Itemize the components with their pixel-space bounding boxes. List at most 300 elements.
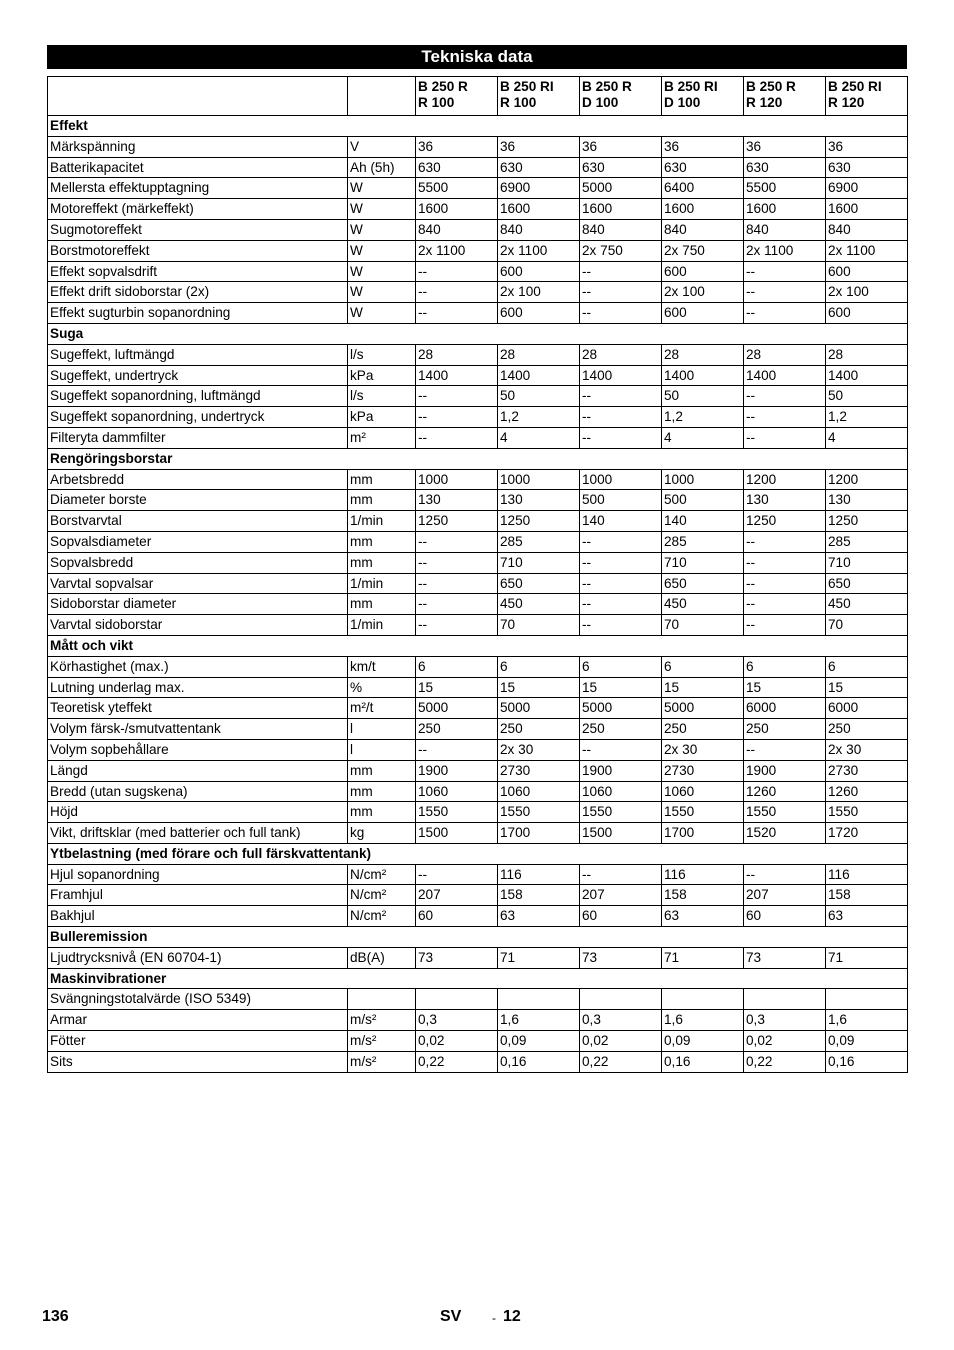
row-value: 116 (498, 864, 580, 885)
row-value: 1600 (416, 199, 498, 220)
row-value: 0,3 (580, 1010, 662, 1031)
row-value (416, 989, 498, 1010)
row-value: 5000 (580, 178, 662, 199)
row-value: 116 (826, 864, 908, 885)
table-row (48, 344, 908, 365)
table-row (48, 386, 908, 407)
section-row (48, 323, 908, 344)
row-value: 1,2 (662, 407, 744, 428)
row-value: 0,02 (416, 1031, 498, 1052)
row-label: Framhjul (48, 885, 348, 906)
page-number: 136 (42, 1308, 69, 1325)
model-name-line: R 120 (828, 95, 865, 110)
row-value: 1550 (744, 802, 826, 823)
table-row (48, 823, 908, 844)
row-value: -- (416, 552, 498, 573)
section-row (48, 927, 908, 948)
row-value: 1250 (744, 511, 826, 532)
row-value: 1600 (662, 199, 744, 220)
table-row (48, 698, 908, 719)
row-unit: 1/min (348, 511, 416, 532)
section-row (48, 116, 908, 137)
row-value: -- (416, 615, 498, 636)
row-value: 600 (662, 261, 744, 282)
row-value: 630 (498, 157, 580, 178)
row-unit: W (348, 199, 416, 220)
row-value: 285 (662, 531, 744, 552)
section-title: Rengöringsborstar (48, 448, 908, 469)
table-row (48, 1051, 908, 1072)
row-value: 0,16 (826, 1051, 908, 1072)
header-blank-unit (348, 77, 416, 116)
row-value: -- (744, 864, 826, 885)
row-unit: Ah (5h) (348, 157, 416, 178)
row-value: -- (580, 594, 662, 615)
row-value: 250 (580, 719, 662, 740)
row-value: 1000 (416, 469, 498, 490)
sub-page-number: 12 (503, 1308, 521, 1325)
row-unit: N/cm² (348, 864, 416, 885)
row-value: -- (416, 386, 498, 407)
row-value: 158 (498, 885, 580, 906)
row-value: 630 (826, 157, 908, 178)
row-value: 1600 (498, 199, 580, 220)
row-unit: mm (348, 760, 416, 781)
row-value: 450 (662, 594, 744, 615)
row-value: 207 (580, 885, 662, 906)
table-row (48, 864, 908, 885)
table-row (48, 802, 908, 823)
row-value: 60 (416, 906, 498, 927)
row-label: Svängningstotalvärde (ISO 5349) (48, 989, 348, 1010)
row-label: Mellersta effektupptagning (48, 178, 348, 199)
row-unit: W (348, 303, 416, 324)
row-value: 6 (826, 656, 908, 677)
row-unit: mm (348, 802, 416, 823)
row-label: Körhastighet (max.) (48, 656, 348, 677)
row-value: 70 (662, 615, 744, 636)
row-value: 6900 (498, 178, 580, 199)
table-row (48, 469, 908, 490)
row-label: Lutning underlag max. (48, 677, 348, 698)
row-unit: mm (348, 781, 416, 802)
row-value: 5000 (416, 698, 498, 719)
row-unit: W (348, 178, 416, 199)
row-value: 1250 (826, 511, 908, 532)
row-label: Höjd (48, 802, 348, 823)
section-row (48, 843, 908, 864)
row-unit: kg (348, 823, 416, 844)
row-label: Batterikapacitet (48, 157, 348, 178)
row-value: 250 (416, 719, 498, 740)
row-value: 63 (498, 906, 580, 927)
model-name-line: R 100 (500, 95, 537, 110)
row-value: -- (744, 531, 826, 552)
row-value: 1550 (580, 802, 662, 823)
table-row (48, 947, 908, 968)
row-label: Borstmotoreffekt (48, 240, 348, 261)
row-value: 60 (580, 906, 662, 927)
row-label: Effekt sopvalsdrift (48, 261, 348, 282)
row-value: -- (416, 531, 498, 552)
row-value: 15 (744, 677, 826, 698)
table-row (48, 719, 908, 740)
section-row (48, 448, 908, 469)
row-value: 15 (826, 677, 908, 698)
section-title: Maskinvibrationer (48, 968, 908, 989)
section-row (48, 635, 908, 656)
row-value: 710 (498, 552, 580, 573)
row-value: 1,6 (498, 1010, 580, 1031)
model-header (662, 77, 744, 116)
row-value: 710 (826, 552, 908, 573)
model-name-line: D 100 (582, 95, 619, 110)
row-value: 15 (498, 677, 580, 698)
row-value: 250 (826, 719, 908, 740)
row-value: 650 (498, 573, 580, 594)
row-value: 2x 1100 (416, 240, 498, 261)
row-value: 840 (498, 219, 580, 240)
row-value: 0,09 (662, 1031, 744, 1052)
row-value: 1060 (416, 781, 498, 802)
table-row (48, 677, 908, 698)
row-value: 1060 (580, 781, 662, 802)
row-unit: l (348, 719, 416, 740)
row-value: 1600 (826, 199, 908, 220)
row-value: 650 (826, 573, 908, 594)
row-label: Märkspänning (48, 136, 348, 157)
model-header (416, 77, 498, 116)
table-row (48, 989, 908, 1010)
row-value: 1260 (826, 781, 908, 802)
row-value: 15 (580, 677, 662, 698)
row-label: Sugeffekt sopanordning, luftmängd (48, 386, 348, 407)
row-value: -- (580, 407, 662, 428)
row-unit: W (348, 240, 416, 261)
row-value: -- (744, 282, 826, 303)
model-name-line: B 250 RI (500, 79, 554, 94)
row-value: -- (580, 739, 662, 760)
row-value: 5500 (416, 178, 498, 199)
row-label: Längd (48, 760, 348, 781)
row-value: 6900 (826, 178, 908, 199)
row-value: 36 (744, 136, 826, 157)
row-value: 600 (826, 303, 908, 324)
row-label: Fötter (48, 1031, 348, 1052)
row-value: -- (416, 282, 498, 303)
row-value: 1500 (580, 823, 662, 844)
row-value: -- (744, 407, 826, 428)
language-code: SV (440, 1308, 462, 1325)
table-row (48, 1010, 908, 1031)
row-value: -- (416, 303, 498, 324)
row-value: 250 (744, 719, 826, 740)
row-value: 4 (662, 427, 744, 448)
table-row (48, 906, 908, 927)
row-value: -- (416, 594, 498, 615)
row-value: 840 (580, 219, 662, 240)
row-value: -- (416, 427, 498, 448)
row-label: Sugeffekt, undertryck (48, 365, 348, 386)
row-value: 630 (662, 157, 744, 178)
row-value: 630 (744, 157, 826, 178)
row-value: 36 (580, 136, 662, 157)
row-unit: N/cm² (348, 885, 416, 906)
table-row (48, 282, 908, 303)
row-value: 630 (580, 157, 662, 178)
row-value: 1520 (744, 823, 826, 844)
row-label: Motoreffekt (märkeffekt) (48, 199, 348, 220)
row-value: 2x 100 (826, 282, 908, 303)
row-label: Bakhjul (48, 906, 348, 927)
row-value (498, 989, 580, 1010)
row-value: -- (416, 573, 498, 594)
row-value: 2x 1100 (826, 240, 908, 261)
row-value: 600 (498, 261, 580, 282)
table-row (48, 178, 908, 199)
model-header (580, 77, 662, 116)
row-value: 6400 (662, 178, 744, 199)
row-value: 50 (826, 386, 908, 407)
row-unit: m²/t (348, 698, 416, 719)
row-unit: mm (348, 490, 416, 511)
row-value: 2x 30 (498, 739, 580, 760)
row-value: 0,22 (416, 1051, 498, 1072)
row-value: 5000 (580, 698, 662, 719)
model-header (826, 77, 908, 116)
row-value: -- (580, 552, 662, 573)
section-row (48, 968, 908, 989)
row-value: 2730 (498, 760, 580, 781)
row-value: 73 (744, 947, 826, 968)
row-value: 1250 (498, 511, 580, 532)
model-header (498, 77, 580, 116)
row-unit: W (348, 282, 416, 303)
row-label: Teoretisk yteffekt (48, 698, 348, 719)
row-value: 2x 100 (662, 282, 744, 303)
row-label: Varvtal sidoborstar (48, 615, 348, 636)
row-value: 70 (498, 615, 580, 636)
row-value: 71 (662, 947, 744, 968)
row-value: 450 (826, 594, 908, 615)
row-unit: km/t (348, 656, 416, 677)
table-row (48, 573, 908, 594)
row-value: 600 (826, 261, 908, 282)
row-value: -- (580, 573, 662, 594)
model-name-line: R 100 (418, 95, 455, 110)
row-value: -- (744, 594, 826, 615)
row-value: 630 (416, 157, 498, 178)
row-value: 130 (744, 490, 826, 511)
row-value: 50 (498, 386, 580, 407)
row-label: Borstvarvtal (48, 511, 348, 532)
row-value: 1200 (826, 469, 908, 490)
row-unit: 1/min (348, 615, 416, 636)
row-label: Ljudtrycksnivå (EN 60704-1) (48, 947, 348, 968)
row-value: 2730 (826, 760, 908, 781)
row-value: 840 (826, 219, 908, 240)
row-value: 1600 (744, 199, 826, 220)
row-value: 500 (580, 490, 662, 511)
row-value: -- (580, 864, 662, 885)
model-name-line: B 250 R (418, 79, 468, 94)
row-value: 1900 (744, 760, 826, 781)
row-unit: m/s² (348, 1031, 416, 1052)
row-label: Sidoborstar diameter (48, 594, 348, 615)
row-value: 116 (662, 864, 744, 885)
row-unit: l/s (348, 344, 416, 365)
row-unit (348, 989, 416, 1010)
table-row (48, 656, 908, 677)
table-row (48, 136, 908, 157)
row-unit: 1/min (348, 573, 416, 594)
row-value: 5000 (662, 698, 744, 719)
row-value: 130 (416, 490, 498, 511)
row-value (580, 989, 662, 1010)
row-value: 1550 (662, 802, 744, 823)
row-value: -- (744, 261, 826, 282)
row-value: 1200 (744, 469, 826, 490)
row-value: 6 (416, 656, 498, 677)
row-value: 6 (662, 656, 744, 677)
row-value: 250 (498, 719, 580, 740)
model-name-line: D 100 (664, 95, 701, 110)
table-row (48, 157, 908, 178)
row-unit: l (348, 739, 416, 760)
row-label: Sugeffekt sopanordning, undertryck (48, 407, 348, 428)
row-value: 0,3 (416, 1010, 498, 1031)
model-name-line: B 250 R (582, 79, 632, 94)
row-value: -- (416, 261, 498, 282)
row-value: 73 (580, 947, 662, 968)
model-name-line: R 120 (746, 95, 783, 110)
row-value: 2x 30 (826, 739, 908, 760)
row-value: 1550 (416, 802, 498, 823)
row-value: 5000 (498, 698, 580, 719)
row-value: 1000 (662, 469, 744, 490)
row-value: 1,6 (662, 1010, 744, 1031)
row-value: 63 (826, 906, 908, 927)
row-value: 1700 (662, 823, 744, 844)
row-value: 0,09 (826, 1031, 908, 1052)
row-value: 0,09 (498, 1031, 580, 1052)
row-value: 0,02 (580, 1031, 662, 1052)
row-value: 1260 (744, 781, 826, 802)
row-value: 50 (662, 386, 744, 407)
row-label: Volym färsk-/smutvattentank (48, 719, 348, 740)
row-unit: kPa (348, 365, 416, 386)
row-value: 0,16 (662, 1051, 744, 1072)
row-value: 1900 (580, 760, 662, 781)
row-label: Sopvalsbredd (48, 552, 348, 573)
row-value: 1060 (498, 781, 580, 802)
row-value: 285 (826, 531, 908, 552)
row-value: 1,2 (826, 407, 908, 428)
row-value: 63 (662, 906, 744, 927)
row-value: 600 (662, 303, 744, 324)
row-value: 6000 (826, 698, 908, 719)
table-row (48, 615, 908, 636)
row-value: 285 (498, 531, 580, 552)
table-row (48, 407, 908, 428)
row-value: 840 (662, 219, 744, 240)
row-value: 28 (826, 344, 908, 365)
row-value: 1,2 (498, 407, 580, 428)
footer-separator: - (492, 1311, 496, 1325)
row-value: 1900 (416, 760, 498, 781)
model-name-line: B 250 RI (828, 79, 882, 94)
row-value: -- (580, 261, 662, 282)
row-label: Armar (48, 1010, 348, 1031)
row-value: 1000 (498, 469, 580, 490)
row-value: 1060 (662, 781, 744, 802)
row-value: -- (580, 615, 662, 636)
table-row (48, 885, 908, 906)
row-value: -- (416, 864, 498, 885)
row-value: 1400 (416, 365, 498, 386)
row-unit: dB(A) (348, 947, 416, 968)
table-row (48, 261, 908, 282)
row-value: 500 (662, 490, 744, 511)
row-value: 28 (498, 344, 580, 365)
section-title: Suga (48, 323, 908, 344)
row-value: 71 (826, 947, 908, 968)
row-value: -- (744, 573, 826, 594)
row-unit: W (348, 219, 416, 240)
row-value: 158 (662, 885, 744, 906)
row-value: 28 (580, 344, 662, 365)
table-row (48, 1031, 908, 1052)
row-value: 6 (744, 656, 826, 677)
table-row (48, 760, 908, 781)
row-value: -- (580, 531, 662, 552)
row-unit: V (348, 136, 416, 157)
row-unit: mm (348, 594, 416, 615)
row-unit: mm (348, 469, 416, 490)
row-value: 5500 (744, 178, 826, 199)
row-value: -- (580, 303, 662, 324)
row-value: 2x 100 (498, 282, 580, 303)
row-value (744, 989, 826, 1010)
table-row (48, 552, 908, 573)
row-value: 4 (826, 427, 908, 448)
row-unit: m/s² (348, 1010, 416, 1031)
row-value: 710 (662, 552, 744, 573)
row-label: Volym sopbehållare (48, 739, 348, 760)
table-row (48, 365, 908, 386)
row-label: Varvtal sopvalsar (48, 573, 348, 594)
row-value: 1,6 (826, 1010, 908, 1031)
row-unit: m/s² (348, 1051, 416, 1072)
row-value: 1550 (826, 802, 908, 823)
model-header-row (48, 77, 908, 116)
technical-data-table (47, 76, 908, 1073)
row-value: 28 (662, 344, 744, 365)
row-value: 1400 (498, 365, 580, 386)
row-value: 1720 (826, 823, 908, 844)
model-name-line: B 250 R (746, 79, 796, 94)
table-row (48, 240, 908, 261)
table-row (48, 531, 908, 552)
row-value: 1400 (662, 365, 744, 386)
row-value: -- (744, 427, 826, 448)
row-unit: l/s (348, 386, 416, 407)
row-label: Sits (48, 1051, 348, 1072)
row-value: 450 (498, 594, 580, 615)
row-value: 36 (826, 136, 908, 157)
row-value: 28 (744, 344, 826, 365)
row-value: -- (744, 386, 826, 407)
